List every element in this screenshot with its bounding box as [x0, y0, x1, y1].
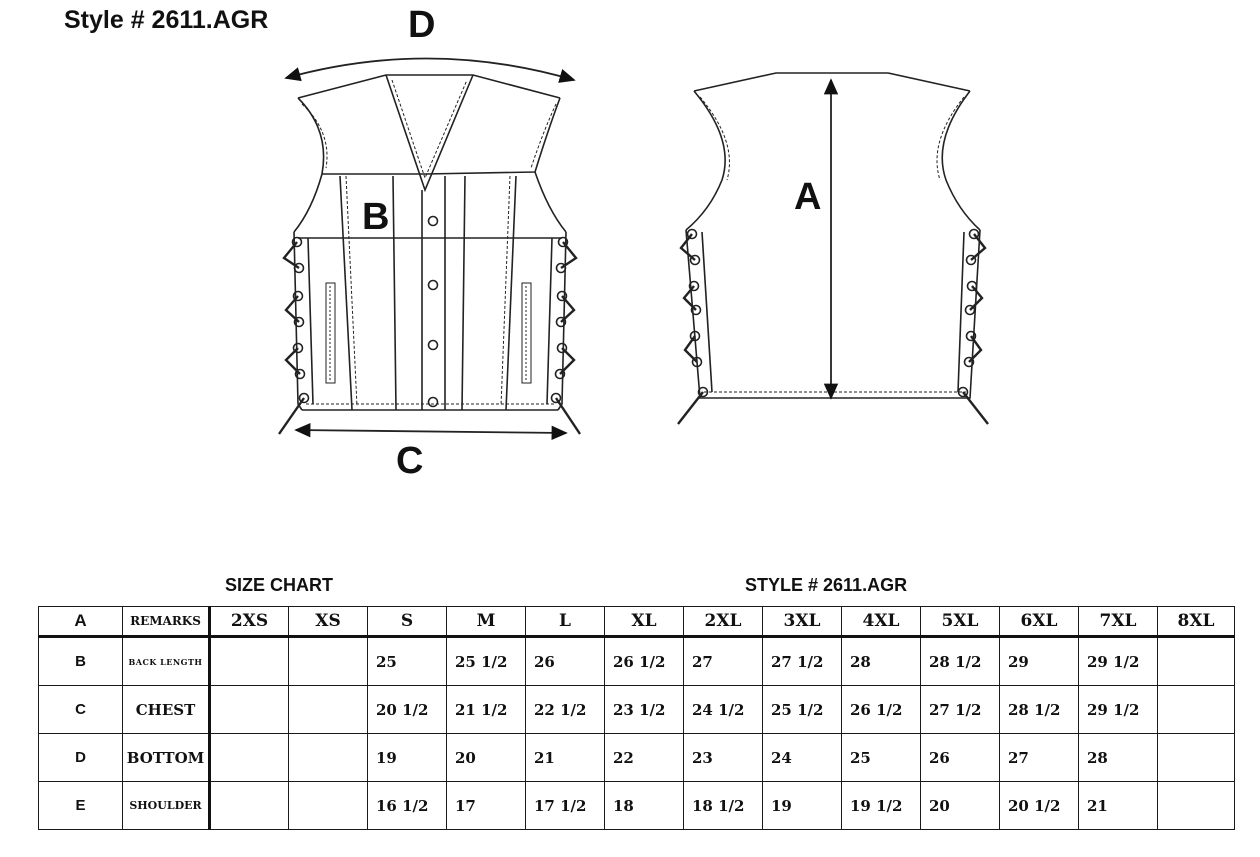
vest-front-view: [279, 58, 580, 434]
table-cell: 27 1/2: [921, 686, 1000, 734]
table-cell: 19: [368, 734, 447, 782]
table-cell: [1158, 734, 1235, 782]
table-cell: [210, 637, 289, 686]
table-cell: [210, 734, 289, 782]
table-cell: [1158, 782, 1235, 830]
header-size: 3XL: [763, 607, 842, 637]
table-row-bottom: [39, 734, 1235, 782]
table-cell: 17 1/2: [526, 782, 605, 830]
table-cell: [289, 734, 368, 782]
table-cell: 23 1/2: [605, 686, 684, 734]
row-code: B: [39, 637, 123, 686]
header-size: XS: [289, 607, 368, 637]
header-code: A: [39, 607, 123, 637]
header-size: 7XL: [1079, 607, 1158, 637]
header-size: 6XL: [1000, 607, 1079, 637]
header-size: S: [368, 607, 447, 637]
table-cell: 26 1/2: [605, 637, 684, 686]
row-remark: CHEST: [123, 686, 210, 734]
row-remark: BACK LENGTH: [123, 637, 210, 686]
header-size: 4XL: [842, 607, 921, 637]
row-code: C: [39, 686, 123, 734]
table-cell: 25: [842, 734, 921, 782]
header-size: 2XL: [684, 607, 763, 637]
table-cell: 19: [763, 782, 842, 830]
dimension-d-label: D: [408, 4, 436, 46]
vest-back-view: [678, 73, 988, 424]
table-cell: 27: [684, 637, 763, 686]
table-cell: 26 1/2: [842, 686, 921, 734]
dimension-c-label: C: [396, 440, 424, 482]
row-code: D: [39, 734, 123, 782]
table-cell: 20: [447, 734, 526, 782]
table-cell: 23: [684, 734, 763, 782]
header-size: L: [526, 607, 605, 637]
dimension-b-label: B: [362, 196, 390, 238]
table-cell: 26: [921, 734, 1000, 782]
table-row-back-length: [39, 637, 1235, 686]
table-cell: [289, 686, 368, 734]
row-code: E: [39, 782, 123, 830]
table-cell: [1158, 686, 1235, 734]
dimension-a-label: A: [794, 176, 822, 218]
table-cell: 29 1/2: [1079, 686, 1158, 734]
table-cell: 29: [1000, 637, 1079, 686]
table-cell: 16 1/2: [368, 782, 447, 830]
table-header-row: [39, 607, 1235, 637]
row-remark: BOTTOM: [123, 734, 210, 782]
table-cell: 28 1/2: [921, 637, 1000, 686]
table-cell: 21 1/2: [447, 686, 526, 734]
table-cell: [210, 686, 289, 734]
row-remark: SHOULDER: [123, 782, 210, 830]
table-cell: 25 1/2: [447, 637, 526, 686]
table-cell: 24: [763, 734, 842, 782]
table-cell: 20 1/2: [1000, 782, 1079, 830]
table-cell: 21: [1079, 782, 1158, 830]
size-chart-heading: SIZE CHART: [225, 575, 333, 595]
table-cell: 29 1/2: [1079, 637, 1158, 686]
table-cell: 28 1/2: [1000, 686, 1079, 734]
table-row-chest: [39, 686, 1235, 734]
table-cell: [289, 782, 368, 830]
table-cell: 18 1/2: [684, 782, 763, 830]
table-cell: 21: [526, 734, 605, 782]
size-chart-table: [38, 606, 1235, 830]
dimension-c-arrow: [296, 430, 566, 433]
table-cell: 26: [526, 637, 605, 686]
header-remarks: REMARKS: [123, 607, 210, 637]
header-size: 2XS: [210, 607, 289, 637]
table-cell: [289, 637, 368, 686]
table-cell: 25 1/2: [763, 686, 842, 734]
table-cell: 22: [605, 734, 684, 782]
style-number-heading: STYLE # 2611.AGR: [745, 575, 908, 595]
header-size: M: [447, 607, 526, 637]
header-size: 5XL: [921, 607, 1000, 637]
table-cell: 27 1/2: [763, 637, 842, 686]
table-cell: 17: [447, 782, 526, 830]
table-cell: 20 1/2: [368, 686, 447, 734]
table-cell: 19 1/2: [842, 782, 921, 830]
table-cell: 28: [1079, 734, 1158, 782]
dimension-d-arrow: [286, 58, 574, 80]
style-title: Style # 2611.AGR: [64, 6, 269, 34]
table-cell: 28: [842, 637, 921, 686]
table-cell: 18: [605, 782, 684, 830]
table-cell: [210, 782, 289, 830]
table-row-shoulder: [39, 782, 1235, 830]
table-cell: 25: [368, 637, 447, 686]
header-size: 8XL: [1158, 607, 1235, 637]
table-cell: 22 1/2: [526, 686, 605, 734]
table-cell: [1158, 637, 1235, 686]
table-cell: 27: [1000, 734, 1079, 782]
header-size: XL: [605, 607, 684, 637]
table-cell: 24 1/2: [684, 686, 763, 734]
table-cell: 20: [921, 782, 1000, 830]
